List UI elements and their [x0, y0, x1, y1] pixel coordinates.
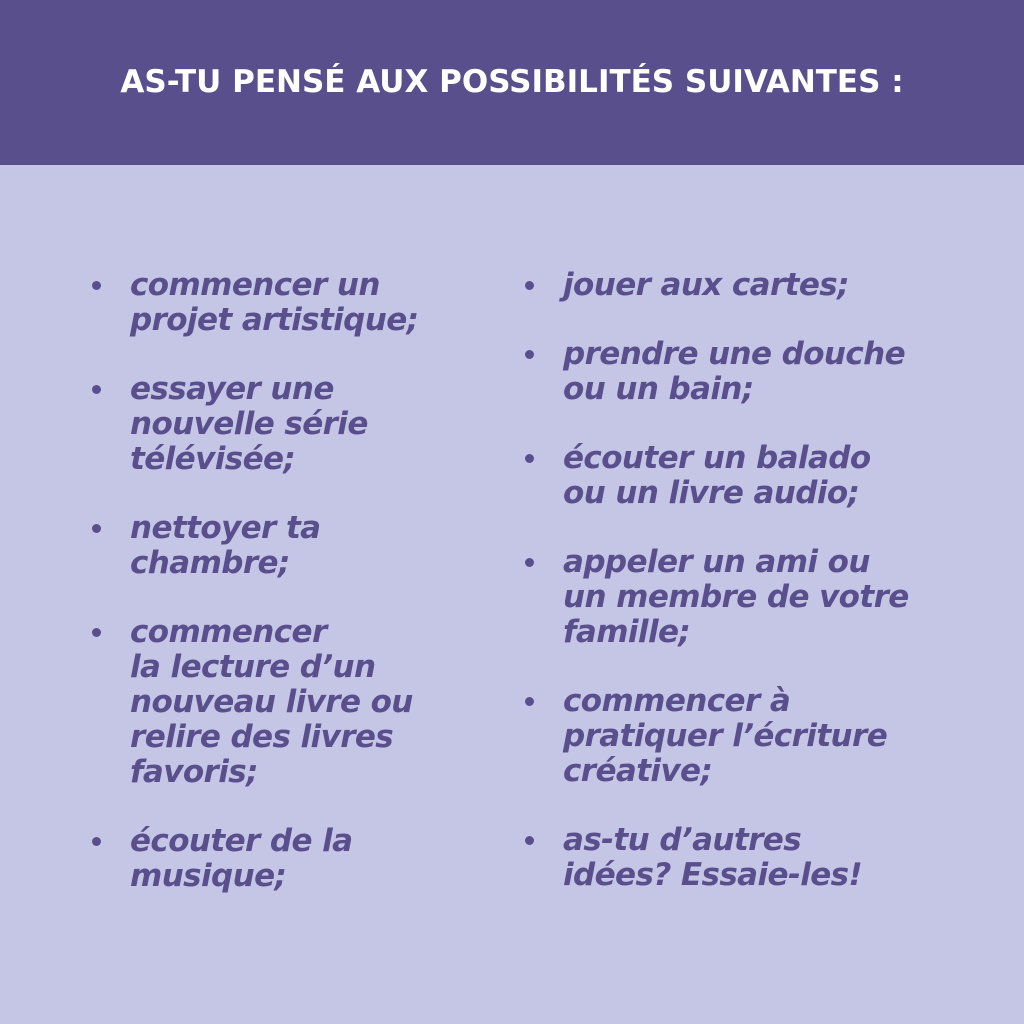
list-item-text: as-tu d’autres idées? Essaie-les! [563, 822, 863, 893]
list-item-text: écouter de la musique; [130, 823, 353, 894]
bullet-icon [92, 524, 101, 533]
list-item [90, 511, 490, 581]
header-banner [0, 0, 1024, 165]
list-item [523, 823, 983, 893]
list-item-text: jouer aux cartes; [563, 267, 849, 303]
bullet-icon [525, 454, 534, 463]
list-item-text: écouter un balado ou un livre audio; [563, 440, 871, 511]
bullet-icon [525, 558, 534, 567]
list-item-text: essayer une nouvelle série télévisée; [130, 371, 368, 477]
list-item [90, 615, 490, 790]
list-item-text: appeler un ami ou un membre de votre famille; [563, 544, 909, 650]
list-item-text: commencer à pratiquer l’écriture créative; [563, 683, 888, 789]
list-item-text: nettoyer ta chambre; [130, 510, 321, 581]
page-title: AS-TU PENSÉ AUX POSSIBILITÉS SUIVANTES : [120, 63, 904, 100]
right-list [523, 268, 983, 927]
list-item [523, 441, 983, 511]
list-item [90, 268, 490, 338]
list-item-text: commencer un projet artistique; [130, 267, 419, 338]
list-item-text: commencer la lecture d’un nouveau livre ou relire des livres favoris; [130, 614, 413, 790]
list-item [90, 824, 490, 894]
list-item-text: prendre une douche ou un bain; [563, 336, 906, 407]
bullet-icon [92, 281, 101, 290]
bullet-icon [525, 697, 534, 706]
list-item [90, 372, 490, 477]
bullet-icon [92, 628, 101, 637]
bullet-icon [92, 385, 101, 394]
list-item [523, 337, 983, 407]
bullet-icon [525, 836, 534, 845]
list-item [523, 268, 983, 303]
list-item [523, 545, 983, 650]
bullet-icon [525, 350, 534, 359]
bullet-icon [92, 837, 101, 846]
list-item [523, 684, 983, 789]
left-list [90, 268, 490, 928]
bullet-icon [525, 281, 534, 290]
